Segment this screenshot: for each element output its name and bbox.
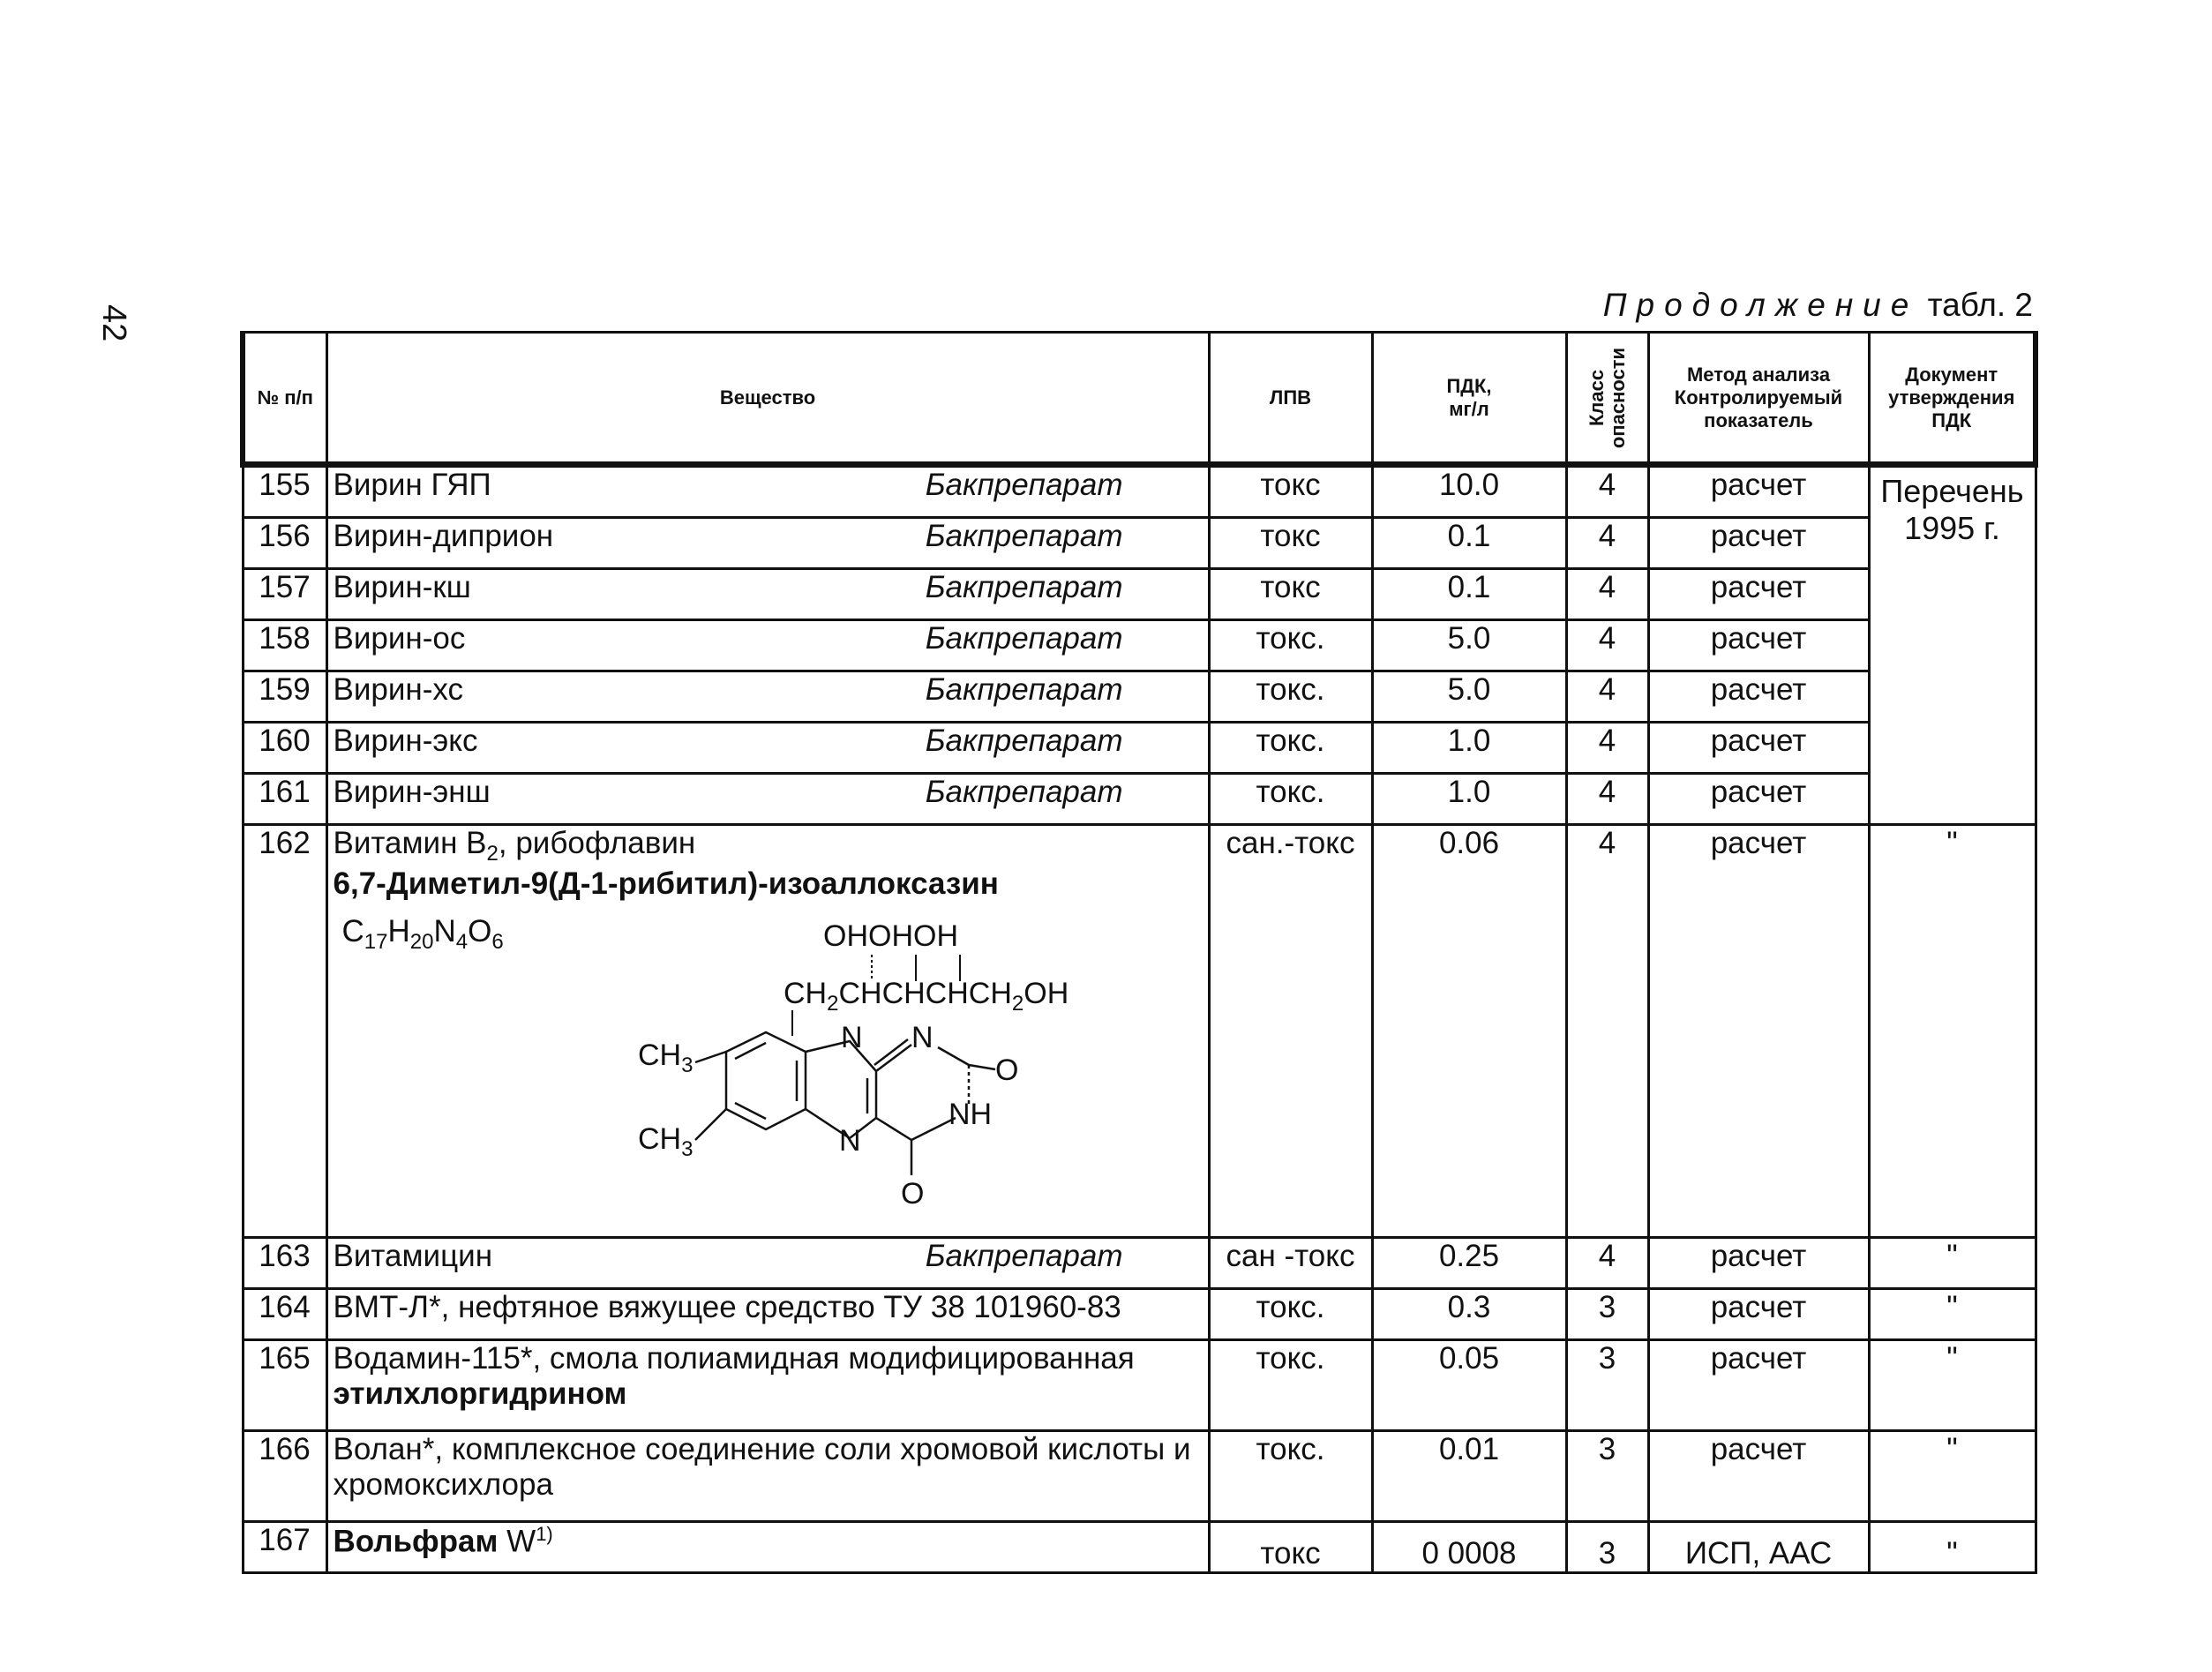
header-class-line1: Класс [1585, 369, 1608, 426]
cell-pdk: 1.0 [1372, 774, 1566, 825]
cell-method: расчет [1648, 620, 1869, 671]
struct-o1: O [994, 1053, 1018, 1087]
cell-doc: " [1869, 1431, 2036, 1522]
substance-tag: Бакпрепарат [925, 468, 1123, 502]
substance-name: Вирин-диприон [333, 519, 554, 553]
substance-name: Вирин-экс [333, 724, 478, 758]
cell-lpv: токс [1209, 465, 1372, 518]
cell-class: 3 [1566, 1431, 1648, 1522]
cell-lpv: токс. [1209, 671, 1372, 723]
cell-num: 163 [243, 1238, 326, 1289]
header-substance: Вещество [326, 333, 1209, 465]
substance-tag: Бакпрепарат [925, 519, 1123, 553]
cell-num: 156 [243, 518, 326, 569]
header-pdk-line1: ПДК, [1446, 374, 1492, 397]
cell-pdk: 5.0 [1372, 671, 1566, 723]
cell-class: 4 [1566, 723, 1648, 774]
cell-lpv: токс. [1209, 723, 1372, 774]
substance-tag: Бакпрепарат [925, 724, 1123, 758]
cell-pdk: 0 0008 [1372, 1522, 1566, 1573]
header-lpv: ЛПВ [1209, 333, 1372, 465]
cell-doc: " [1869, 825, 2036, 1238]
cell-substance [326, 1522, 1209, 1573]
cell-class: 4 [1566, 465, 1648, 518]
cell-doc: " [1869, 1522, 2036, 1573]
cell-pdk: 5.0 [1372, 620, 1566, 671]
header-method-line2: Контролируемый [1674, 386, 1843, 409]
cell-method: расчет [1648, 825, 1869, 1238]
cell-num: 162 [243, 825, 326, 1238]
cell-method: расчет [1648, 569, 1869, 620]
cell-lpv: токс. [1209, 774, 1372, 825]
cell-method: ИСП, ААС [1648, 1522, 1869, 1573]
cell-num: 158 [243, 620, 326, 671]
cell-substance [326, 465, 1209, 518]
substance-tag: Бакпрепарат [925, 775, 1123, 809]
riboflavin-structure-diagram [514, 919, 1069, 1211]
table-row [243, 1238, 2036, 1289]
struct-oh-labels: OHOHOH [822, 919, 958, 953]
cell-num: 159 [243, 671, 326, 723]
cell-method: расчет [1648, 723, 1869, 774]
table-row [243, 723, 2036, 774]
cell-doc: " [1869, 1340, 2036, 1431]
doc-group-line1: Перечень [1880, 473, 2024, 509]
cell-method: расчет [1648, 465, 1869, 518]
cell-class: 4 [1566, 518, 1648, 569]
cell-method: расчет [1648, 1238, 1869, 1289]
cell-lpv: токс [1209, 1522, 1372, 1573]
cell-doc: " [1869, 1238, 2036, 1289]
cell-pdk: 1.0 [1372, 723, 1566, 774]
struct-o2: O [900, 1177, 924, 1211]
cell-lpv: сан.-токс [1209, 825, 1372, 1238]
cell-pdk: 0.06 [1372, 825, 1566, 1238]
cell-substance [326, 1431, 1209, 1522]
cell-substance: ВМТ-Л*, нефтяное вяжущее средство ТУ 38 101960-83 [326, 1289, 1209, 1340]
cell-method: расчет [1648, 518, 1869, 569]
cell-lpv: токс [1209, 518, 1372, 569]
substance-name: Водамин-115*, смола полиамидная модифицированная [333, 1341, 1135, 1376]
cell-num: 160 [243, 723, 326, 774]
cell-substance [326, 671, 1209, 723]
header-method-line1: Метод анализа [1686, 363, 1831, 386]
cell-class: 3 [1566, 1340, 1648, 1431]
substance-name: Витамицин [333, 1239, 493, 1273]
cell-pdk: 0.01 [1372, 1431, 1566, 1522]
substance-name: Вирин-кш [333, 570, 471, 604]
substance-name: Вольфрам [333, 1524, 499, 1559]
cell-substance [326, 569, 1209, 620]
cell-num: 166 [243, 1431, 326, 1522]
struct-n1: N [840, 1021, 863, 1054]
substance-tag: Бакпрепарат [925, 570, 1123, 604]
cell-doc: " [1869, 1289, 2036, 1340]
substance-name: Вирин-энш [333, 775, 491, 809]
cell-pdk: 0.3 [1372, 1289, 1566, 1340]
substance-name: Вирин ГЯП [333, 468, 491, 502]
cell-lpv: токс. [1209, 1340, 1372, 1431]
table-caption [1603, 287, 2033, 324]
header-method [1648, 333, 1869, 465]
substance-name: Витамин $В_2$, рибофлавин [333, 826, 696, 866]
header-pdk-line2: мг/л [1449, 397, 1489, 420]
cell-num: 167 [243, 1522, 326, 1573]
cell-pdk: 10.0 [1372, 465, 1566, 518]
header-pdk [1372, 333, 1566, 465]
struct-ch3-top: $CH_3$ [637, 1038, 693, 1077]
molecular-formula: $C_{17}H_{20}N_4O_6$ [341, 914, 504, 954]
struct-ch3-bottom: $CH_3$ [637, 1122, 693, 1161]
substance-tag: Бакпрепарат [925, 1239, 1123, 1273]
substance-tag: Бакпрепарат [925, 621, 1123, 656]
table-row [243, 569, 2036, 620]
substance-tag: Бакпрепарат [925, 672, 1123, 707]
table-row [243, 1522, 2036, 1573]
table-row-riboflavin [243, 825, 2036, 1238]
cell-substance [326, 1238, 1209, 1289]
cell-num: 157 [243, 569, 326, 620]
table-row [243, 1431, 2036, 1522]
struct-n3: N [838, 1124, 861, 1158]
cell-substance [326, 774, 1209, 825]
cell-num: 161 [243, 774, 326, 825]
table-row [243, 518, 2036, 569]
cell-num: 155 [243, 465, 326, 518]
cell-lpv: токс. [1209, 1289, 1372, 1340]
doc-group-line2: 1995 г. [1904, 510, 2000, 546]
cell-num: 165 [243, 1340, 326, 1431]
page-number: 42 [95, 304, 132, 342]
substance-name-cont: этилхлоргидрином [333, 1376, 627, 1411]
caption-table-ref: табл. 2 [1927, 287, 2033, 323]
cell-class: 4 [1566, 825, 1648, 1238]
cell-pdk: 0.25 [1372, 1238, 1566, 1289]
cell-class: 4 [1566, 569, 1648, 620]
substance-symbol: W [506, 1524, 536, 1559]
cell-method: расчет [1648, 1340, 1869, 1431]
struct-ribityl-chain: $CH_2CHCHCHCH_2OH$ [783, 977, 1069, 1016]
header-doc-line2: утверждения [1888, 386, 2015, 409]
header-class [1566, 333, 1648, 465]
cell-substance [326, 825, 1209, 1238]
cell-class: 4 [1566, 1238, 1648, 1289]
table-row [243, 1340, 2036, 1431]
struct-n2: N [911, 1021, 934, 1054]
cell-lpv: токс [1209, 569, 1372, 620]
cell-class: 4 [1566, 774, 1648, 825]
cell-class: 3 [1566, 1522, 1648, 1573]
substance-name: Вирин-хс [333, 672, 464, 707]
cell-lpv: токс. [1209, 620, 1372, 671]
cell-pdk: 0.1 [1372, 569, 1566, 620]
header-method-line3: показатель [1704, 409, 1813, 431]
cell-pdk: 0.05 [1372, 1340, 1566, 1431]
header-class-line2: опасности [1606, 347, 1629, 448]
cell-num: 164 [243, 1289, 326, 1340]
substance-name: Волан*, комплексное соединение соли хромовой кислоты и [333, 1432, 1191, 1466]
cell-class: 4 [1566, 620, 1648, 671]
cell-substance [326, 620, 1209, 671]
cell-method: расчет [1648, 1431, 1869, 1522]
cell-substance [326, 723, 1209, 774]
cell-method: расчет [1648, 1289, 1869, 1340]
cell-class: 3 [1566, 1289, 1648, 1340]
footnote-mark: 1) [536, 1523, 553, 1545]
cell-substance [326, 1340, 1209, 1431]
cell-method: расчет [1648, 774, 1869, 825]
header-num: № п/п [243, 333, 326, 465]
cell-pdk: 0.1 [1372, 518, 1566, 569]
cell-class: 4 [1566, 671, 1648, 723]
table-header-row [243, 333, 2036, 465]
header-doc-line1: Документ [1905, 363, 1998, 386]
substances-table [240, 331, 2038, 1574]
table-row [243, 465, 2036, 518]
table-row [243, 1289, 2036, 1340]
caption-continuation: Продолжение [1602, 287, 1919, 323]
substance-name-cont: хромоксихлора [333, 1467, 553, 1502]
table-row [243, 774, 2036, 825]
substance-name: Вирин-ос [333, 621, 466, 656]
substance-iupac: 6,7-Диметил-9(Д-1-рибитил)-изоаллоксазин [333, 866, 999, 901]
header-doc [1869, 333, 2036, 465]
cell-method: расчет [1648, 671, 1869, 723]
header-doc-line3: ПДК [1931, 409, 1972, 431]
table-row [243, 671, 2036, 723]
table-row [243, 620, 2036, 671]
cell-lpv: токс. [1209, 1431, 1372, 1522]
cell-doc-group [1869, 465, 2036, 825]
cell-lpv: сан -токс [1209, 1238, 1372, 1289]
cell-substance [326, 518, 1209, 569]
struct-nh: NH [948, 1098, 992, 1131]
